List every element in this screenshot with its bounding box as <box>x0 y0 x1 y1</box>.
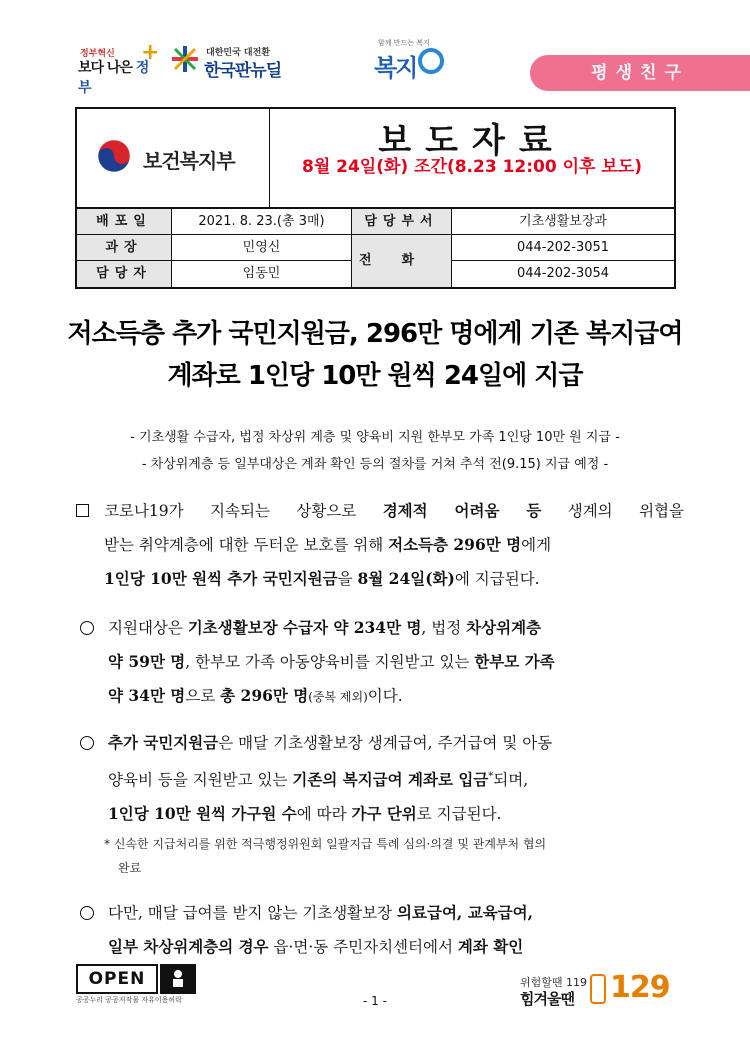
circle-bullet-icon <box>80 621 94 635</box>
welfare-big: 복지 <box>374 54 417 82</box>
phone-label: 전화 <box>352 235 452 287</box>
welfare-small: 함께 만드는 복지 <box>378 39 430 47</box>
header-info-grid <box>77 209 674 287</box>
taeguk-icon <box>97 139 131 173</box>
p1-t9: 에 지급된다. <box>454 570 540 588</box>
p4-t0: 다만, 매달 급여를 받지 않는 기초생활보장 <box>108 904 398 922</box>
p1-t0: 코로나19가 지속되는 상황으로 <box>104 502 383 520</box>
staff-label: 담당자 <box>77 261 172 287</box>
gov-logo-line2b: 정부 <box>78 60 149 96</box>
p2-line1 <box>108 611 678 645</box>
p4-line1 <box>108 896 678 930</box>
summary-line2: - 차상위계층 등 일부대상은 계좌 확인 등의 절차를 거쳐 추석 전(9.15) 지급 예정 - <box>141 457 609 472</box>
paragraph-3 <box>108 726 678 831</box>
phone-value-2: 044-202-3054 <box>516 266 610 281</box>
footnote-line1: * 신속한 지급처리를 위한 적극행정위원회 일괄지급 특례 심의·의결 및 관계부처 협의 <box>104 837 547 851</box>
newdeal-big: 한국판뉴딜 <box>204 61 282 81</box>
release-date-value: 2021. 8. 23.(총 3매) <box>172 209 352 235</box>
newdeal-mark-icon <box>170 44 200 74</box>
p1-t5: 에게 <box>521 536 552 554</box>
p1-t2: 생계의 위협을 <box>541 502 684 520</box>
p4-b1: 의료급여, 교육급여, <box>397 903 534 922</box>
p1-b8: 8월 24일(화) <box>357 569 455 588</box>
p3-b6: 1인당 10만 원씩 가구원 수 <box>108 804 297 824</box>
embargo-notice: 8월 24일(화) 조간(8.23 12:00 이후 보도) <box>301 157 642 177</box>
paragraph-1 <box>104 494 684 596</box>
p1-b6: 1인당 10만 원씩 추가 국민지원금 <box>104 569 338 588</box>
p3-line3 <box>108 797 678 831</box>
p3-b8: 가구 단위 <box>351 804 417 824</box>
page-number: - 1 - <box>363 994 387 1008</box>
press-release-title: 보도자료 <box>378 121 566 161</box>
logo-strip <box>0 0 750 100</box>
director-value: 민영신 <box>172 235 352 261</box>
welfare-logo <box>374 36 448 82</box>
phone-icon <box>590 974 606 1004</box>
newdeal-logo <box>170 42 310 82</box>
gov-logo-line1: 정부혁신 <box>80 49 115 59</box>
p3-t9: 로 지급된다. <box>416 805 502 824</box>
p1-t3: 받는 취약계층에 대한 두터운 보호를 위해 <box>104 536 389 554</box>
header-title-area <box>270 109 674 207</box>
p3-b0: 추가 국민지원금 <box>108 733 219 752</box>
p1-line3 <box>104 562 684 596</box>
plus-icon: + <box>141 40 160 65</box>
headline <box>50 313 700 397</box>
person-icon <box>162 966 194 992</box>
summary <box>50 424 700 478</box>
hotline-big: 힘겨울땐 <box>520 990 574 1008</box>
p2-t5: , 한부모 가족 아동양육비를 지원받고 있는 <box>185 653 475 671</box>
friend-tab: 평생친구 <box>530 55 750 91</box>
p3-t7: 에 따라 <box>296 805 352 824</box>
p1-t7: 을 <box>337 570 358 588</box>
p2-t8: 으로 <box>185 687 221 705</box>
director-label: 과장 <box>77 235 172 261</box>
footnote <box>104 832 664 880</box>
p2-t11: 이다. <box>367 687 403 705</box>
p4-b4: 계좌 확인 <box>457 937 524 956</box>
p2-t10: (중복 제외) <box>308 690 368 704</box>
paragraph-4 <box>108 896 678 964</box>
paragraph-2 <box>108 611 678 714</box>
welfare-ring-icon <box>418 48 444 74</box>
p2-t0: 지원대상은 <box>108 619 188 637</box>
p2-b1: 기초생활보장 수급자 약 234만 명 <box>187 618 422 637</box>
p4-b2: 일부 차상위계층의 경우 <box>108 937 269 956</box>
p1-b1: 경제적 어려움 등 <box>382 501 542 520</box>
footnote-line2: 완료 <box>118 861 142 875</box>
department-value: 기초생활보장과 <box>452 209 674 235</box>
p2-line3 <box>108 679 678 714</box>
release-date-label: 배포일 <box>77 209 172 235</box>
p3-t2: 양육비 등을 지원받고 있는 <box>108 771 293 790</box>
headline-line2: 계좌로 1인당 10만 원씩 24일에 지급 <box>167 361 583 391</box>
p2-b3: 차상위계층 <box>466 618 542 637</box>
p3-t1: 은 매달 기초생활보장 생계급여, 주거급여 및 아동 <box>218 734 553 752</box>
press-header <box>75 107 676 289</box>
header-top <box>77 109 674 209</box>
p3-line2 <box>108 760 678 797</box>
p3-b3: 기존의 복지급여 계좌로 입금 <box>292 770 489 790</box>
hotline-small: 위험할땐 119 <box>520 976 587 989</box>
p4-line2 <box>108 930 678 964</box>
hotline-number: 129 <box>610 970 670 1005</box>
p3-sup4: * <box>488 771 494 782</box>
circle-bullet-icon <box>80 906 94 920</box>
ministry-name: 보건복지부 <box>143 149 235 173</box>
summary-line1: - 기초생활 수급자, 법정 차상위 계층 및 양육비 지원 한부모 가족 1인당 10만 원 지급 - <box>130 430 620 445</box>
newdeal-small: 대한민국 대전환 <box>206 48 270 58</box>
phone-value-1: 044-202-3051 <box>452 235 674 261</box>
p3-t5: 되며, <box>493 771 529 790</box>
p2-t2: , 법정 <box>421 619 467 637</box>
open-label: OPEN <box>76 964 158 994</box>
license-type-icon <box>160 964 196 994</box>
ministry-logo <box>77 109 270 207</box>
p1-line2 <box>104 528 684 562</box>
headline-line1: 저소득층 추가 국민지원금, 296만 명에게 기존 복지급여 <box>67 319 683 349</box>
p3-line1 <box>108 726 678 760</box>
staff-value: 임동민 <box>172 261 352 287</box>
p2-line2 <box>108 645 678 679</box>
p1-line1 <box>104 494 684 528</box>
open-caption: 공공누리 공공저작물 자유이용허락 <box>76 996 182 1004</box>
gov-innovation-logo <box>78 40 160 96</box>
p2-b4: 약 59만 명 <box>108 652 186 671</box>
square-bullet-icon <box>76 504 89 517</box>
p1-b4: 저소득층 296만 명 <box>388 535 522 554</box>
circle-bullet-icon <box>80 736 94 750</box>
p2-b7: 약 34만 명 <box>108 686 186 705</box>
p2-b9: 총 296만 명 <box>220 686 309 705</box>
hotline-logo <box>520 972 680 1012</box>
p4-t3: 읍·면·동 주민자치센터에서 <box>268 938 458 956</box>
p2-b6: 한부모 가족 <box>474 652 555 671</box>
gov-logo-line2a: 보다 나은 <box>78 60 136 76</box>
department-label: 담당부서 <box>352 209 452 235</box>
